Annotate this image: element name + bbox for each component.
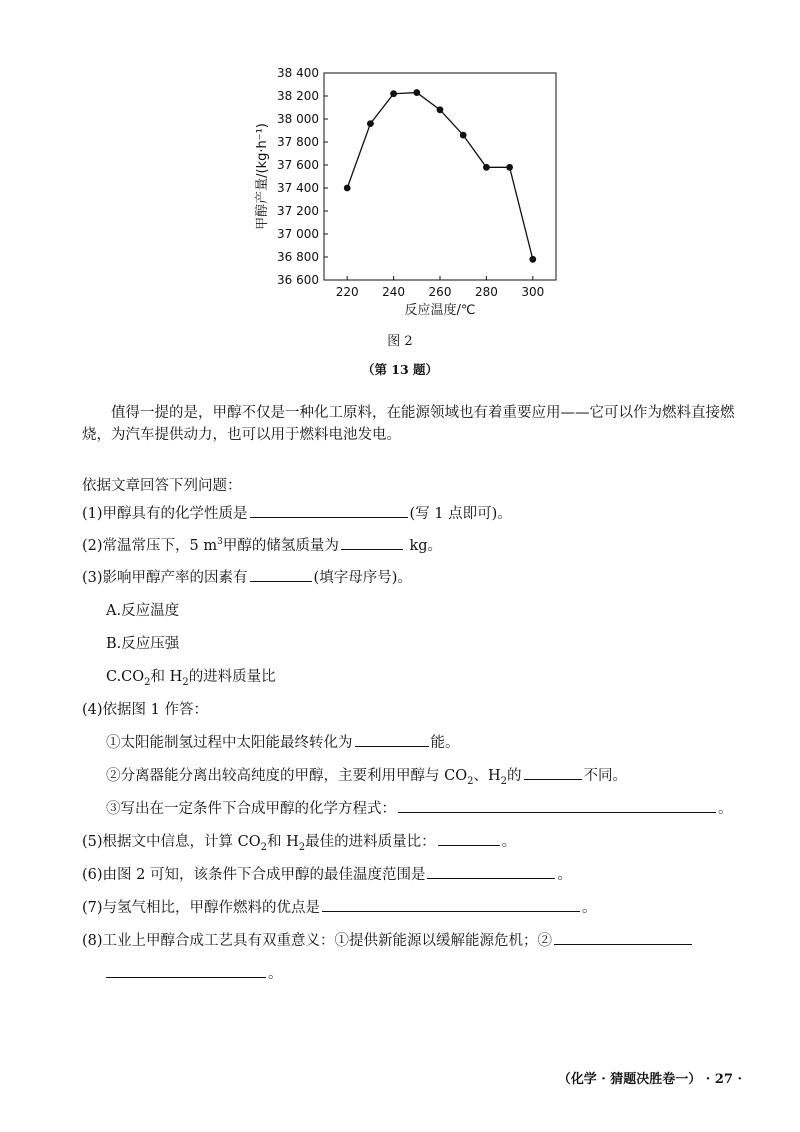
y-tick-label: 36 800 [277, 250, 319, 264]
data-point [529, 256, 536, 263]
q7-end: 。 [582, 900, 597, 916]
q7-text: (7)与氢气相比，甲醇作燃料的优点是 [82, 900, 321, 916]
q4-3-text: ③写出在一定条件下合成甲醇的化学方程式： [106, 801, 396, 817]
y-tick-label: 37 800 [277, 135, 319, 149]
data-point [367, 120, 374, 127]
y-tick-label: 38 000 [277, 112, 319, 126]
q3-option-c [106, 665, 276, 688]
data-point [460, 132, 467, 139]
question-4-3 [106, 797, 733, 818]
q8-end: 。 [268, 966, 283, 982]
q2-unit-sup: 3 [217, 537, 223, 548]
q4-3-answer-blank[interactable] [398, 798, 716, 813]
q4-2-text: ②分离器能分离出较高纯度的甲醇，主要利用甲醇与 CO [106, 768, 468, 784]
data-point [344, 185, 351, 192]
data-point [437, 106, 444, 113]
y-tick-label: 37 400 [277, 181, 319, 195]
x-tick-label: 240 [382, 285, 406, 299]
question-2 [82, 534, 442, 555]
q4-2-answer-blank[interactable] [524, 765, 582, 780]
question-7 [82, 896, 597, 917]
yield-line [347, 93, 533, 260]
q3-option-a: A.反应温度 [106, 603, 180, 619]
q3-text: (3)影响甲醇产率的因素有 [82, 570, 248, 586]
methanol-yield-chart [248, 60, 568, 330]
q5-mid: 和 H [267, 834, 299, 850]
y-tick-label: 38 400 [277, 66, 319, 80]
question-1 [82, 502, 512, 523]
page-footer: （化学 · 猜题决胜卷一） · 27 · [557, 1072, 742, 1087]
q1-answer-blank[interactable] [250, 503, 408, 518]
q2-unit: kg。 [404, 538, 443, 554]
x-tick-label: 260 [428, 285, 452, 299]
intro-text: 依据文章回答下列问题： [82, 478, 242, 494]
q4-2-mid: 、H [473, 768, 501, 784]
question-5 [82, 830, 516, 853]
q5-post: 最佳的进料质量比： [305, 834, 436, 850]
y-tick-label: 37 200 [277, 204, 319, 218]
question-4: (4)依据图 1 作答： [82, 702, 208, 718]
article-paragraph: 值得一提的是，甲醇不仅是一种化工原料，在能源领域也有着重要应用——它可以作为燃料直接燃烧，为汽车提供动力，也可以用于燃料电池发电。 [82, 405, 735, 443]
q1-note: (写 1 点即可)。 [409, 506, 512, 522]
q6-answer-blank[interactable] [427, 864, 555, 879]
question-4-1 [106, 731, 460, 752]
x-axis-label: 反应温度/℃ [404, 303, 476, 318]
q5-end: 。 [501, 834, 517, 850]
x-tick-label: 300 [521, 285, 545, 299]
question-8-continued [82, 962, 283, 983]
data-point [506, 164, 513, 171]
q5-sub2: 2 [298, 841, 306, 853]
question-3 [82, 566, 412, 587]
figure-caption: 图 2 [387, 334, 413, 349]
plot-frame [324, 73, 556, 280]
q3-note: (填字母序号)。 [313, 570, 412, 586]
q3-option-b: B.反应压强 [106, 636, 180, 652]
q4-2-post: 的 [507, 768, 522, 784]
q8-answer-blank-2[interactable] [106, 963, 266, 978]
q1-text: (1)甲醇具有的化学性质是 [82, 506, 248, 522]
q2-answer-blank[interactable] [341, 535, 403, 550]
y-tick-label: 37 000 [277, 227, 319, 241]
y-tick-label: 36 600 [277, 273, 319, 287]
q2-text-mid: 甲醇的储氢质量为 [222, 538, 339, 554]
q3-option-c-sub: 2 [144, 676, 151, 688]
x-tick-label: 280 [474, 285, 498, 299]
q4-2-sub1: 2 [467, 775, 474, 787]
q5-sub1: 2 [260, 841, 268, 853]
question-4-2 [106, 764, 627, 787]
q2-text: (2)常温常压下，5 m [82, 538, 218, 554]
q3-option-c-end: 的进料质量比 [188, 669, 276, 685]
q8-text: (8)工业上甲醇合成工艺具有双重意义：①提供新能源以缓解能源危机；② [82, 933, 553, 949]
q4-1-answer-blank[interactable] [355, 732, 429, 747]
y-axis-label: 甲醇产量/(kg·h⁻¹) [255, 123, 270, 230]
q3-option-c-text: C.CO [106, 669, 145, 685]
q4-2-end: 不同。 [583, 768, 627, 784]
q5-answer-blank[interactable] [438, 831, 500, 846]
data-point [390, 90, 397, 97]
data-point [413, 89, 420, 96]
q3-option-c-sub2: 2 [182, 676, 189, 688]
q8-answer-blank-1[interactable] [554, 930, 692, 945]
q5-text: (5)根据文中信息，计算 CO [82, 834, 261, 850]
y-tick-label: 38 200 [277, 89, 319, 103]
q4-3-end: 。 [718, 801, 733, 817]
y-tick-label: 37 600 [277, 158, 319, 172]
q4-1-end: 能。 [430, 735, 460, 751]
question-8 [82, 929, 694, 950]
q3-answer-blank[interactable] [250, 567, 312, 582]
q6-text: (6)由图 2 可知，该条件下合成甲醇的最佳温度范围是 [82, 867, 426, 883]
x-tick-label: 220 [335, 285, 359, 299]
q4-2-sub2: 2 [500, 775, 507, 787]
q7-answer-blank[interactable] [322, 897, 580, 912]
q3-option-c-mid: 和 H [150, 669, 183, 685]
question-6 [82, 863, 572, 884]
data-point [483, 164, 490, 171]
q4-1-text: ①太阳能制氢过程中太阳能最终转化为 [106, 735, 353, 751]
question-ref: （第 13 题） [361, 362, 439, 377]
q6-end: 。 [557, 867, 572, 883]
